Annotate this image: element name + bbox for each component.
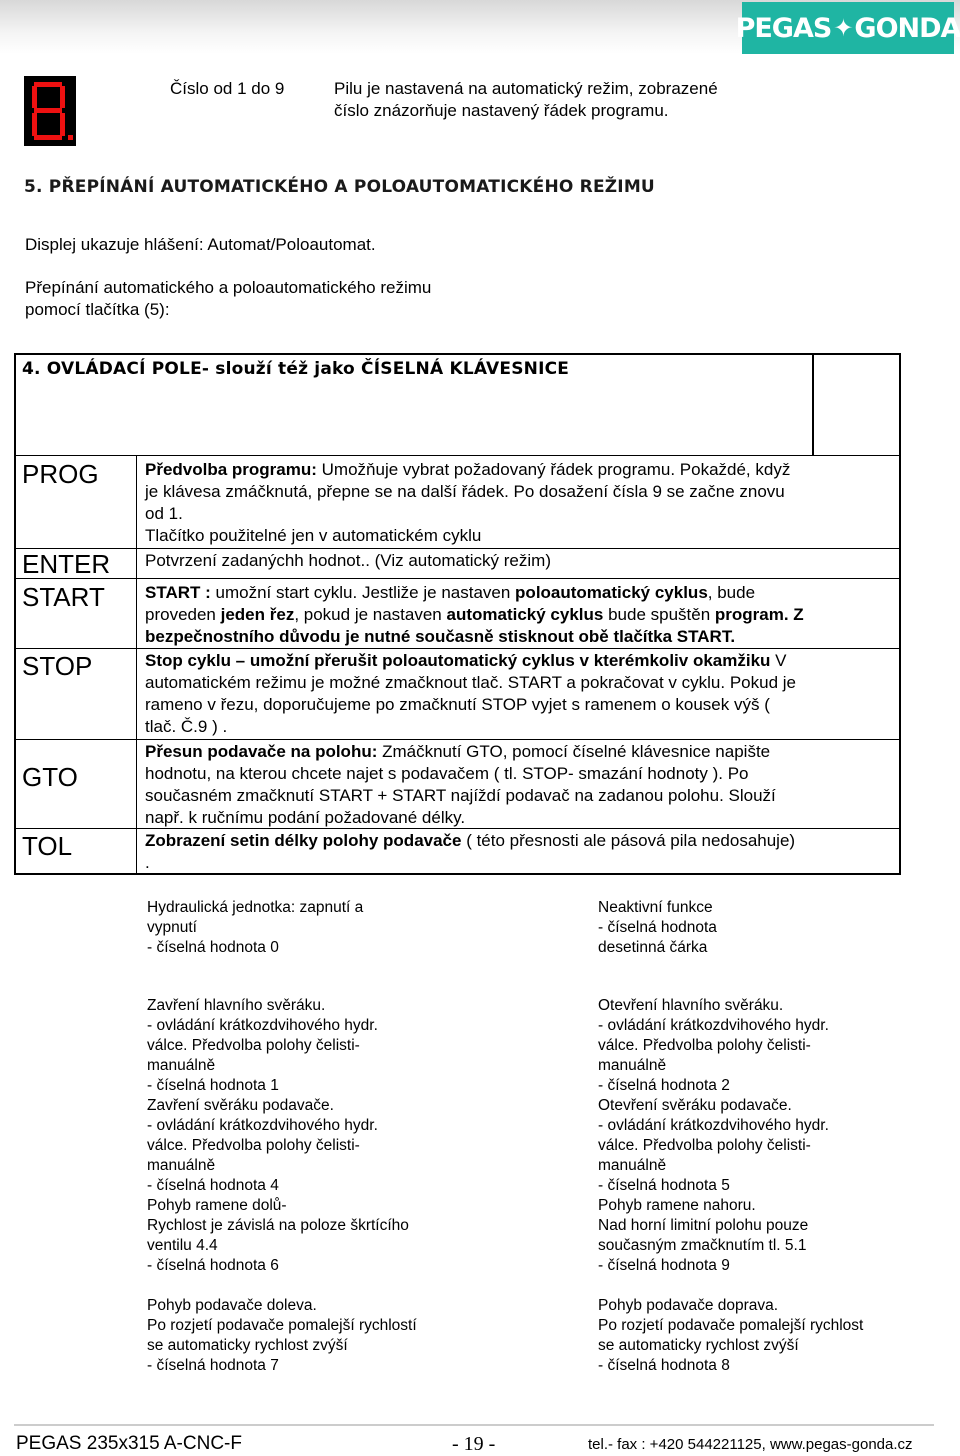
start-b3: jeden řez [220, 605, 295, 624]
brand-logo [735, 2, 960, 54]
start-t2: , bude [707, 583, 756, 602]
right-b2-line: Nad horní limitní polohu pouze [598, 1217, 809, 1234]
prog-description [145, 459, 890, 547]
key-stop-label: STOP [22, 651, 93, 681]
right-b2-line: válce. Předvolba polohy čelisti- [598, 1037, 811, 1054]
tol-description [145, 830, 890, 874]
row-divider-3 [14, 648, 901, 649]
left-b2-line: manuálně [147, 1157, 216, 1174]
box-column-divider [136, 455, 137, 875]
section5-title: 5. PŘEPÍNÁNÍ AUTOMATICKÉHO A POLOAUTOMATICKÉHO REŽIMU [24, 177, 655, 197]
left-b2-line: manuálně [147, 1057, 216, 1074]
row-divider-2 [14, 578, 901, 579]
right-b2-line: manuálně [598, 1157, 667, 1174]
left-block-3 [147, 1296, 467, 1376]
right-block-1 [598, 898, 918, 958]
key-start-label: START [22, 582, 105, 612]
left-b3-line: - číselná hodnota 7 [147, 1357, 279, 1374]
stop-l3: rameno v řezu, doporučujeme po zmačknutí STOP vyjet s ramenem o kousek výš ( [145, 695, 770, 714]
prog-l1: Umožňuje vybrat požadovaný řádek programu. Pokaždé, když [316, 460, 791, 479]
gto-description [145, 741, 890, 829]
seven-segment-display-icon [24, 76, 76, 146]
start-b2: poloautomatický cyklus [515, 583, 708, 602]
left-block-1 [147, 898, 467, 958]
right-b2-line: válce. Předvolba polohy čelisti- [598, 1137, 811, 1154]
stop-b1: Stop cyklu – umožní přerušit poloautomatický cyklus v kterémkoliv okamžiku [145, 651, 771, 670]
box-inner-divider [812, 353, 814, 456]
start-b6: bezpečnostního důvodu je nutné současně stisknout obě tlačítka START. [145, 627, 736, 646]
gto-l4: např. k ručnímu podání požadované délky. [145, 808, 466, 827]
key-gto-label: GTO [22, 762, 78, 792]
key-enter-label: ENTER [22, 549, 111, 579]
gto-l2: hodnotu, na kterou chcete najet s podavačem ( tl. STOP- smazání hodnoty ). Po [145, 764, 749, 783]
page-number: - 19 - [452, 1433, 496, 1455]
key-tol-label: TOL [22, 831, 73, 861]
right-b2-line: současným zmačknutím tl. 5.1 [598, 1237, 807, 1254]
pegasus-icon: ✦ [833, 14, 853, 42]
left-b3-line: se automaticky rychlost zvýší [147, 1337, 348, 1354]
prog-l3: od 1. [145, 504, 183, 523]
row-divider-1 [14, 548, 901, 549]
right-b1-line: Neaktivní funkce [598, 899, 713, 916]
start-t1: umožní start cyklu. Jestliže je nastaven [210, 583, 516, 602]
box-top-border [14, 353, 901, 355]
tol-b1: Zobrazení setin délky polohy podavače [145, 831, 462, 850]
prog-l4: Tlačítko použitelné jen v automatickém cyklu [145, 526, 482, 545]
box-right-border [899, 353, 901, 875]
left-b3-line: Po rozjetí podavače pomalejší rychlostí [147, 1317, 417, 1334]
gto-b1: Přesun podavače na polohu: [145, 742, 378, 761]
left-block-2 [147, 996, 467, 1276]
start-description [145, 582, 890, 648]
box-left-border [14, 353, 16, 875]
start-t4: , pokud je nastaven [294, 605, 447, 624]
left-b1-line: vypnutí [147, 919, 197, 936]
left-b2-line: - číselná hodnota 4 [147, 1177, 279, 1194]
left-b2-line: ventilu 4.4 [147, 1237, 218, 1254]
right-b3-line: - číselná hodnota 8 [598, 1357, 730, 1374]
right-block-3 [598, 1296, 893, 1376]
display-desc-line1: Pilu je nastavená na automatický režim, zobrazené [334, 79, 718, 98]
display-desc-line2: číslo znázorňuje nastavený řádek programu. [334, 101, 669, 120]
left-b2-line: - číselná hodnota 6 [147, 1257, 279, 1274]
display-range-label: Číslo od 1 do 9 [170, 79, 285, 98]
footer-contact: tel.- fax : +420 544221125, www.pegas-gonda.cz [588, 1436, 913, 1453]
start-b4: automatický cyklus [446, 605, 604, 624]
left-b2-line: válce. Předvolba polohy čelisti- [147, 1037, 360, 1054]
start-b5: program. Z [714, 605, 804, 624]
stop-l2: automatickém režimu je možné zmačknout tlač. START a pokračovat v cyklu. Pokud je [145, 673, 796, 692]
footer-model: PEGAS 235x315 A-CNC-F [16, 1433, 242, 1454]
gto-t1: Zmáčknutí GTO, pomocí číselné klávesnice napište [377, 742, 771, 761]
stop-description [145, 650, 890, 738]
start-t5: bude spuštěn [603, 605, 715, 624]
left-b2-line: Zavření svěráku podavače. [147, 1097, 334, 1114]
section5-line2b: pomocí tlačítka (5): [25, 300, 170, 319]
right-b2-line: - číselná hodnota 2 [598, 1077, 730, 1094]
row-divider-4 [14, 739, 901, 740]
enter-description: Potvrzení zadanýchh hodnot.. (Viz automatický režim) [145, 551, 551, 570]
right-b2-line: Otevření hlavního svěráku. [598, 997, 784, 1014]
footer-rule [14, 1424, 934, 1426]
logo-word-gonda: GONDA [854, 12, 960, 44]
section5-line2a: Přepínání automatického a poloautomatického režimu [25, 278, 432, 297]
left-b2-line: Pohyb ramene dolů- [147, 1197, 287, 1214]
logo-word-pegas: PEGAS [735, 12, 832, 44]
right-block-2 [598, 996, 918, 1276]
stop-l4: tlač. Č.9 ) . [145, 717, 228, 736]
left-b1-line: Hydraulická jednotka: zapnutí a [147, 899, 364, 916]
right-b2-line: - číselná hodnota 9 [598, 1257, 730, 1274]
section4-title: 4. OVLÁDACÍ POLE- slouží též jako ČÍSELNÁ KLÁVESNICE [22, 359, 570, 379]
left-b1-line: - číselná hodnota 0 [147, 939, 279, 956]
left-b2-line: - ovládání krátkozdvihového hydr. [147, 1017, 378, 1034]
box-header-divider [14, 455, 901, 456]
right-b2-line: Otevření svěráku podavače. [598, 1097, 792, 1114]
section5-line1: Displej ukazuje hlášení: Automat/Poloautomat. [25, 235, 376, 254]
start-t3: proveden [145, 605, 221, 624]
left-b2-line: - ovládání krátkozdvihového hydr. [147, 1117, 378, 1134]
right-b3-line: Po rozjetí podavače pomalejší rychlost [598, 1317, 864, 1334]
right-b2-line: - číselná hodnota 5 [598, 1177, 730, 1194]
right-b2-line: manuálně [598, 1057, 667, 1074]
right-b3-line: se automaticky rychlost zvýší [598, 1337, 799, 1354]
start-b1: START : [145, 583, 211, 602]
key-prog-label: PROG [22, 459, 99, 489]
right-b1-line: desetinná čárka [598, 939, 708, 956]
left-b3-line: Pohyb podavače doleva. [147, 1297, 317, 1314]
tol-l2: . [145, 853, 150, 872]
gto-l3: současném zmačknutí START + START najíždí podavač na zadanou polohu. Slouží [145, 786, 776, 805]
right-b1-line: - číselná hodnota [598, 919, 717, 936]
left-b2-line: - číselná hodnota 1 [147, 1077, 279, 1094]
right-b3-line: Pohyb podavače doprava. [598, 1297, 779, 1314]
left-b2-line: válce. Předvolba polohy čelisti- [147, 1137, 360, 1154]
prog-bold: Předvolba programu: [145, 460, 317, 479]
prog-l2: je klávesa zmáčknutá, přepne se na další řádek. Po dosažení čísla 9 se začne znovu [145, 482, 785, 501]
stop-t1: V [770, 651, 787, 670]
left-b2-line: Zavření hlavního svěráku. [147, 997, 326, 1014]
tol-t1: ( této přesnosti ale pásová pila nedosahuje) [461, 831, 796, 850]
right-b2-line: - ovládání krátkozdvihového hydr. [598, 1117, 829, 1134]
right-b2-line: - ovládání krátkozdvihového hydr. [598, 1017, 829, 1034]
right-b2-line: Pohyb ramene nahoru. [598, 1197, 756, 1214]
left-b2-line: Rychlost je závislá na poloze škrtícího [147, 1217, 409, 1234]
